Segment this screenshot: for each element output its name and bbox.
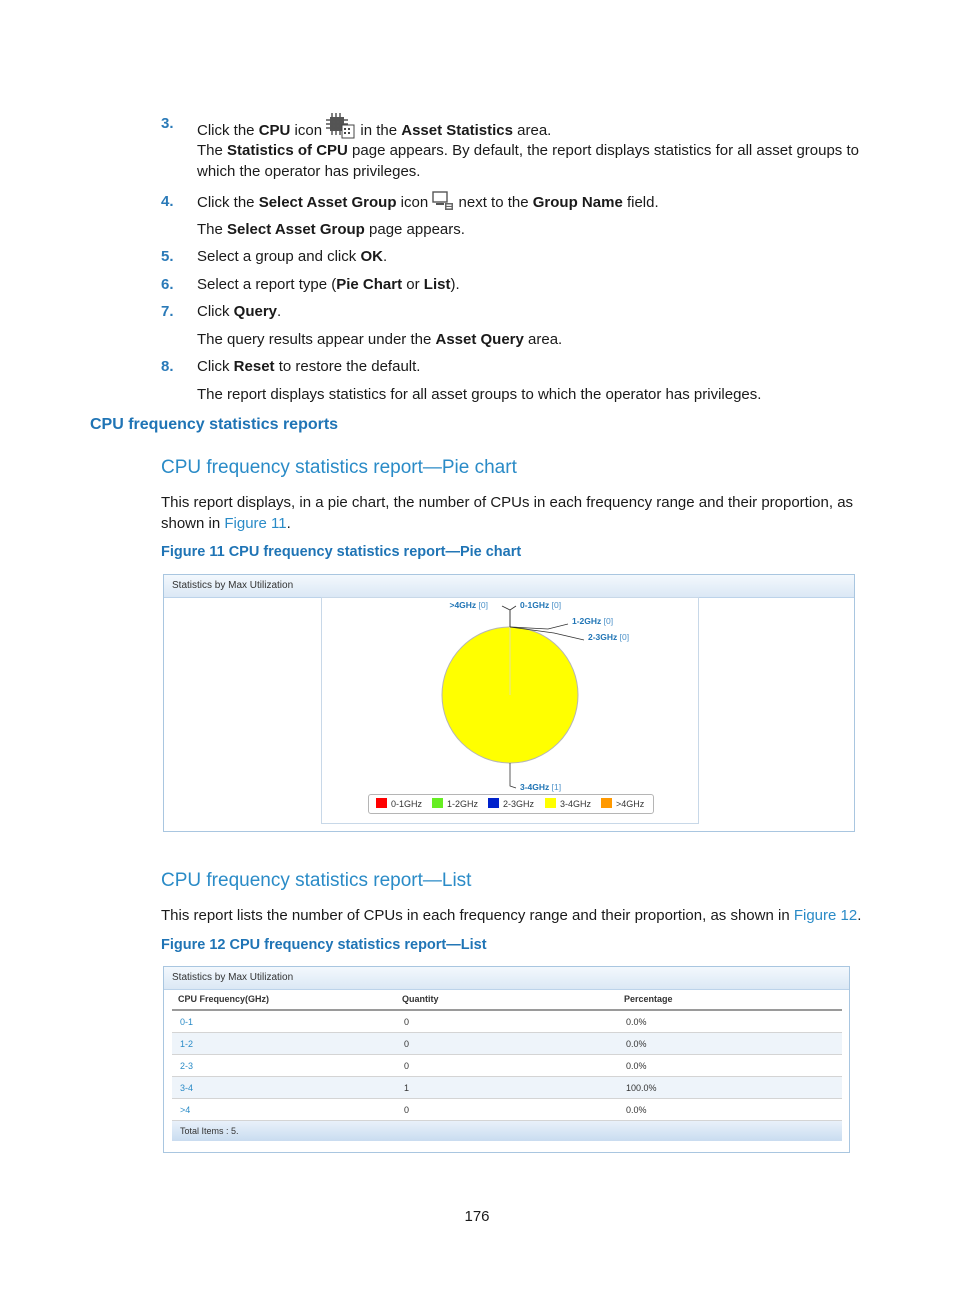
legend-swatch [376, 798, 387, 808]
step-number: 8. [161, 358, 174, 375]
section-title: CPU frequency statistics reports [90, 416, 339, 433]
page-number: 176 [464, 1208, 490, 1225]
table-footer: Total Items : 5. [172, 1121, 842, 1141]
frequency-link[interactable]: >4 [172, 1099, 396, 1121]
step-4-note: The Select Asset Group page appears. [197, 221, 465, 238]
legend-item [376, 798, 422, 810]
pie-slice-label: 1-2GHz [0] [572, 616, 614, 626]
frequency-link[interactable]: 3-4 [172, 1077, 396, 1099]
step-text: Click the Select Asset Group icon next to the Group Name field. [197, 191, 881, 217]
table-row [172, 1077, 842, 1099]
list-heading: CPU frequency statistics report—List [161, 870, 472, 891]
percentage-cell: 0.0% [618, 1055, 842, 1077]
legend-label: 1-2GHz [447, 799, 479, 809]
figure-11-caption: Figure 11 CPU frequency statistics report—Pie chart [161, 544, 522, 560]
quantity-cell: 0 [396, 1010, 618, 1033]
step-8-note: The report displays statistics for all asset groups to which the operator has privileges. [197, 386, 762, 403]
pie-heading: CPU frequency statistics report—Pie chart [161, 457, 517, 478]
step-text: Select a group and click OK. [197, 248, 388, 265]
percentage-cell: 0.0% [618, 1010, 842, 1033]
legend-swatch [432, 798, 443, 808]
pie-slice-label: 2-3GHz [0] [588, 632, 630, 642]
legend-item [488, 798, 534, 810]
table-row [172, 1010, 842, 1033]
quantity-cell: 1 [396, 1077, 618, 1099]
frequency-link[interactable]: 1-2 [172, 1033, 396, 1055]
pie-leader-line [502, 606, 510, 627]
legend-label: 0-1GHz [391, 799, 423, 809]
legend-item [601, 798, 644, 810]
column-header-percentage: Percentage [618, 989, 842, 1010]
quantity-cell: 0 [396, 1099, 618, 1121]
legend-item [432, 798, 478, 810]
step-text: Click Query. [197, 303, 282, 320]
percentage-cell: 100.0% [618, 1077, 842, 1099]
figure-12-caption: Figure 12 CPU frequency statistics report—List [161, 937, 487, 953]
panel-title: Statistics by Max Utilization [164, 575, 854, 598]
frequency-link[interactable]: 0-1 [172, 1010, 396, 1033]
list-panel [163, 966, 850, 1153]
step-number: 3. [161, 115, 174, 132]
step-text: Click Reset to restore the default. [197, 358, 421, 375]
step-number: 5. [161, 248, 174, 265]
step-number: 7. [161, 303, 174, 320]
chart-legend [368, 794, 654, 814]
frequency-link[interactable]: 2-3 [172, 1055, 396, 1077]
pie-slice-label: 0-1GHz [0] [520, 600, 562, 610]
legend-item [545, 798, 591, 810]
panel-title: Statistics by Max Utilization [164, 967, 849, 990]
pie-panel [163, 574, 855, 832]
step-number: 4. [161, 193, 174, 210]
table-row [172, 1099, 842, 1121]
list-body: This report lists the number of CPUs in each frequency range and their proportion, as shown in Figure 12. [161, 907, 862, 924]
figure-11-link[interactable]: Figure 11 [224, 515, 287, 532]
frequency-table [172, 989, 842, 1121]
step-7-note: The query results appear under the Asset Query area. [197, 331, 563, 348]
select-group-icon [432, 191, 454, 217]
step-text: Click the CPU icon in the Asset Statistics area. [197, 113, 881, 145]
quantity-cell: 0 [396, 1033, 618, 1055]
pie-slice-label: 3-4GHz [1] [520, 782, 562, 792]
table-row [172, 1055, 842, 1077]
pie-slice-label: >4GHz [0] [449, 600, 488, 610]
column-header-frequency: CPU Frequency(GHz) [172, 989, 396, 1010]
pie-body: This report displays, in a pie chart, the number of CPUs in each frequency range and their proportion, as shown in Figure 11. [161, 494, 854, 532]
legend-label: 2-3GHz [503, 799, 535, 809]
pie-svg [322, 598, 698, 792]
legend-swatch [488, 798, 499, 808]
legend-label: 3-4GHz [560, 799, 592, 809]
figure-12-link[interactable]: Figure 12 [793, 907, 858, 924]
column-header-quantity: Quantity [396, 989, 618, 1010]
legend-label: >4GHz [616, 799, 645, 809]
step-text: Select a report type (Pie Chart or List). [197, 276, 460, 293]
percentage-cell: 0.0% [618, 1033, 842, 1055]
quantity-cell: 0 [396, 1055, 618, 1077]
table-row [172, 1033, 842, 1055]
table-header-row [172, 989, 842, 1010]
step-3-note: The Statistics of CPU page appears. By default, the report displays statistics for all asset groups to which the operator has privileges. [197, 142, 859, 180]
percentage-cell: 0.0% [618, 1099, 842, 1121]
legend-swatch [545, 798, 556, 808]
pie-chart [321, 597, 699, 824]
step-number: 6. [161, 276, 174, 293]
pie-leader-line [510, 763, 516, 788]
legend-swatch [601, 798, 612, 808]
pie-leader-line [510, 606, 516, 627]
